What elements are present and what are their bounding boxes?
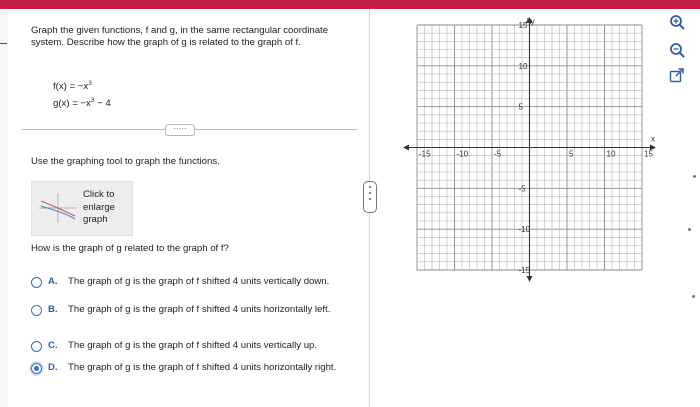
option-a-radio[interactable] (31, 277, 42, 288)
external-link-icon[interactable] (669, 68, 685, 84)
option-d-text: The graph of g is the graph of f shifted 4 units horizontally right. (68, 362, 337, 373)
x-tick-label: -10 (456, 149, 469, 159)
y-tick-label: 5 (518, 102, 523, 112)
enlarge-graph-button[interactable] (31, 181, 133, 236)
option-c-radio[interactable] (31, 341, 42, 352)
coordinate-graph[interactable] (400, 15, 662, 285)
option-d-letter: D. (48, 362, 58, 373)
expand-more-button[interactable]: ····· (165, 124, 195, 136)
option-b-radio[interactable] (31, 305, 42, 316)
enlarge-label (83, 189, 115, 227)
x-tick-label: 15 (644, 149, 653, 159)
instruction-text: Use the graphing tool to graph the functions. (31, 156, 220, 167)
function-f-exponent: 3 (88, 80, 92, 87)
option-d-radio[interactable] (31, 363, 42, 374)
y-axis-arrow-down (527, 276, 533, 282)
enlarge-label-line-1: Click to (83, 189, 115, 200)
y-tick-label: 15 (518, 21, 528, 30)
enlarge-label-line-2: enlarge (83, 201, 116, 213)
x-tick-label: -5 (494, 149, 502, 159)
x-tick-label: 5 (569, 149, 574, 159)
option-c-letter: C. (48, 340, 58, 351)
left-gutter (0, 9, 8, 407)
pane-resize-handle[interactable] (363, 181, 377, 213)
option-b-letter: B. (48, 304, 58, 315)
function-g (53, 97, 111, 109)
y-tick-label: -5 (518, 184, 526, 194)
function-g-text: g(x) = −x (53, 98, 91, 109)
zoom-in-icon[interactable] (669, 14, 685, 30)
y-axis-label: Ay (525, 17, 535, 26)
function-g-shift: − 4 (94, 98, 111, 109)
graph-thumbnail-icon (39, 193, 77, 223)
x-axis-arrow-left (403, 145, 409, 151)
y-tick-label: -10 (518, 225, 531, 235)
x-axis-label: x (651, 134, 655, 144)
option-b-text: The graph of g is the graph of f shifted 4 units horizontally left. (68, 304, 331, 315)
x-tick-label: -15 (419, 149, 431, 159)
function-f (53, 80, 92, 92)
option-a-text: The graph of g is the graph of f shifted 4 units vertically down. (68, 276, 330, 287)
function-g-exponent: 3 (90, 97, 95, 104)
top-bar (0, 0, 700, 9)
option-a-letter: A. (48, 276, 58, 287)
y-tick-label: -15 (518, 266, 531, 275)
question-ask: How is the graph of g related to the graph of f? (31, 243, 229, 254)
left-marker (0, 43, 7, 44)
question-prompt: Graph the given functions, f and g, in the same rectangular coordinate system. Describe how the graph of g is related to the graph of f. (31, 25, 329, 48)
y-tick-label: 10 (518, 61, 528, 71)
x-tick-label: 10 (606, 149, 616, 159)
option-c-text: The graph of g is the graph of f shifted 4 units vertically up. (68, 340, 318, 351)
function-f-text: f(x) = −x (53, 81, 89, 92)
zoom-out-icon[interactable] (669, 42, 685, 58)
enlarge-label-line-3: graph (83, 214, 108, 225)
